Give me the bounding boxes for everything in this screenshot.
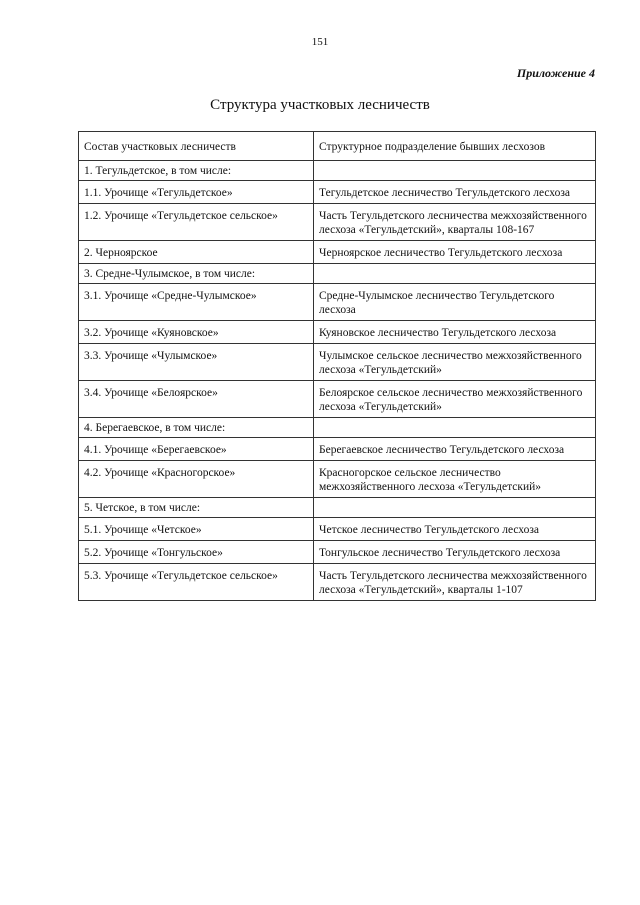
cell-composition: 3. Средне-Чулымское, в том числе: — [79, 264, 314, 284]
table-row — [79, 321, 596, 344]
header-subdivision: Структурное подразделение бывших лесхозов — [314, 132, 596, 161]
cell-subdivision: Красногорское сельское лесничество межхозяйственного лесхоза «Тегульдетский» — [314, 461, 596, 498]
cell-subdivision: Белоярское сельское лесничество межхозяйственного лесхоза «Тегульдетский» — [314, 381, 596, 418]
cell-subdivision: Тонгульское лесничество Тегульдетского лесхоза — [314, 541, 596, 564]
table-row — [79, 161, 596, 181]
table-row — [79, 344, 596, 381]
cell-composition: 1. Тегульдетское, в том числе: — [79, 161, 314, 181]
document-title: Структура участковых лесничеств — [210, 97, 430, 113]
cell-composition: 5.2. Урочище «Тонгульское» — [79, 541, 314, 564]
table-header-row — [79, 132, 596, 161]
table-row — [79, 498, 596, 518]
forestry-structure-table — [78, 131, 596, 601]
table-row — [79, 381, 596, 418]
table-row — [79, 181, 596, 204]
cell-subdivision: Тегульдетское лесничество Тегульдетского лесхоза — [314, 181, 596, 204]
table-row — [79, 204, 596, 241]
table-row — [79, 284, 596, 321]
header-composition: Состав участковых лесничеств — [79, 132, 314, 161]
cell-subdivision — [314, 418, 596, 438]
cell-composition: 3.4. Урочище «Белоярское» — [79, 381, 314, 418]
cell-subdivision: Черноярское лесничество Тегульдетского лесхоза — [314, 241, 596, 264]
table-header — [79, 132, 596, 161]
cell-subdivision: Чулымское сельское лесничество межхозяйственного лесхоза «Тегульдетский» — [314, 344, 596, 381]
cell-composition: 4.2. Урочище «Красногорское» — [79, 461, 314, 498]
table-row — [79, 241, 596, 264]
cell-subdivision: Средне-Чулымское лесничество Тегульдетского лесхоза — [314, 284, 596, 321]
cell-composition: 3.2. Урочище «Куяновское» — [79, 321, 314, 344]
table-row — [79, 264, 596, 284]
appendix-label: Приложение 4 — [516, 66, 595, 80]
table-row — [79, 438, 596, 461]
cell-composition: 1.2. Урочище «Тегульдетское сельское» — [79, 204, 314, 241]
cell-subdivision: Четское лесничество Тегульдетского лесхоза — [314, 518, 596, 541]
cell-subdivision: Часть Тегульдетского лесничества межхозяйственного лесхоза «Тегульдетский», кварталы 1-107 — [314, 564, 596, 601]
cell-subdivision: Берегаевское лесничество Тегульдетского лесхоза — [314, 438, 596, 461]
cell-subdivision — [314, 161, 596, 181]
cell-composition: 4.1. Урочище «Берегаевское» — [79, 438, 314, 461]
cell-composition: 1.1. Урочище «Тегульдетское» — [79, 181, 314, 204]
cell-subdivision: Часть Тегульдетского лесничества межхозяйственного лесхоза «Тегульдетский», кварталы 108-167 — [314, 204, 596, 241]
cell-composition: 3.3. Урочище «Чулымское» — [79, 344, 314, 381]
cell-subdivision: Куяновское лесничество Тегульдетского лесхоза — [314, 321, 596, 344]
table-row — [79, 564, 596, 601]
cell-subdivision — [314, 264, 596, 284]
cell-composition: 2. Черноярское — [79, 241, 314, 264]
cell-subdivision — [314, 498, 596, 518]
cell-composition: 3.1. Урочище «Средне-Чулымское» — [79, 284, 314, 321]
table-row — [79, 518, 596, 541]
table-body — [79, 161, 596, 601]
page-number: 151 — [311, 36, 329, 48]
table-row — [79, 541, 596, 564]
cell-composition: 5. Четское, в том числе: — [79, 498, 314, 518]
cell-composition: 5.3. Урочище «Тегульдетское сельское» — [79, 564, 314, 601]
table-row — [79, 418, 596, 438]
cell-composition: 4. Берегаевское, в том числе: — [79, 418, 314, 438]
table-row — [79, 461, 596, 498]
cell-composition: 5.1. Урочище «Четское» — [79, 518, 314, 541]
